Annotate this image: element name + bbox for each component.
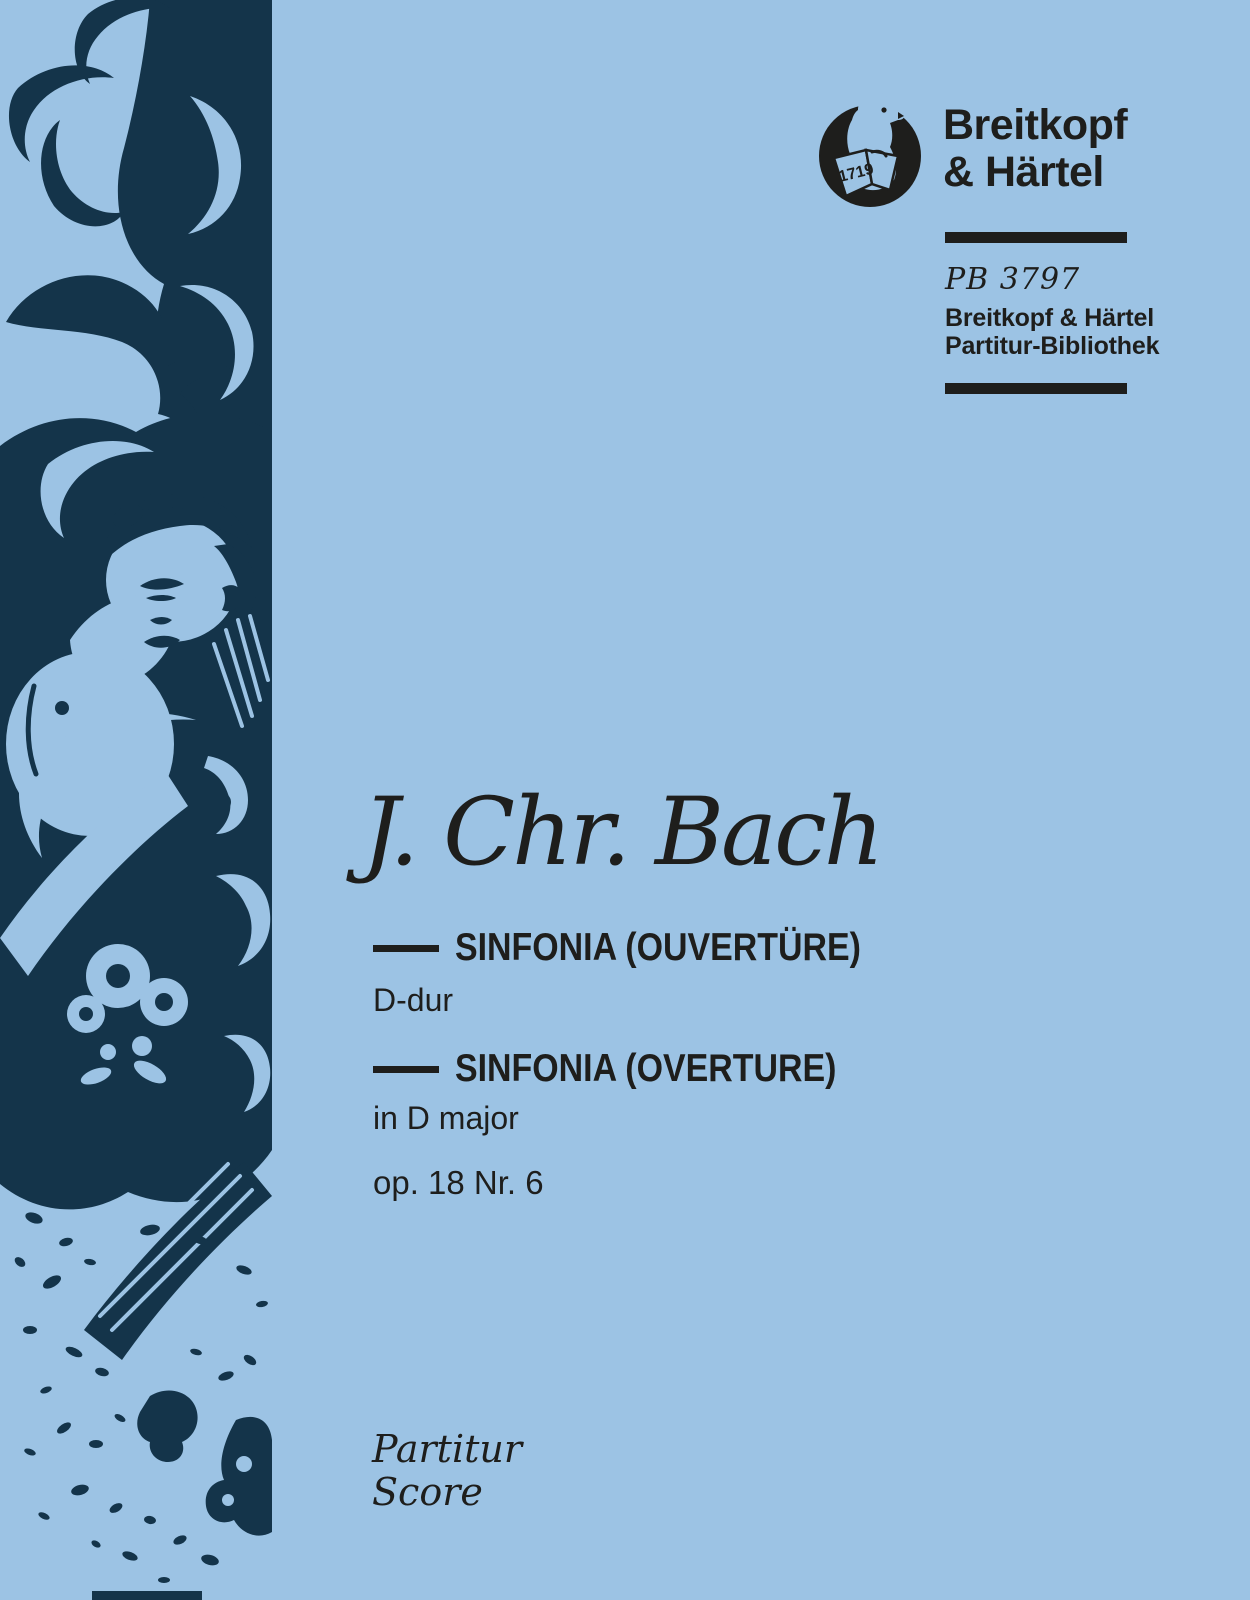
work-title-english: SINFONIA (OVERTURE) bbox=[455, 1047, 837, 1090]
work-title-german: SINFONIA (OUVERTÜRE) bbox=[455, 926, 861, 969]
catalog-number: PB 3797 bbox=[945, 262, 1081, 297]
svg-text:1719: 1719 bbox=[836, 160, 876, 186]
title-dash-en bbox=[373, 1066, 439, 1073]
bear-logo-icon bbox=[814, 90, 926, 212]
title-dash-de bbox=[373, 945, 439, 952]
logo-wordmark-line2: & Härtel bbox=[943, 148, 1104, 196]
catalog-block bbox=[945, 232, 1160, 394]
catalog-bottom-rule bbox=[945, 383, 1127, 394]
work-key-german: D-dur bbox=[373, 982, 454, 1018]
composer-name: J. Chr. Bach bbox=[362, 778, 882, 887]
logo-wordmark-line1: Breitkopf bbox=[943, 101, 1128, 149]
work-key-english: in D major bbox=[373, 1100, 519, 1136]
title-row-english bbox=[373, 1046, 893, 1092]
logo-wordmark bbox=[943, 102, 1127, 196]
opus-number: op. 18 Nr. 6 bbox=[373, 1164, 544, 1201]
ornament-band bbox=[0, 0, 272, 1600]
edition-partitur: Partitur bbox=[372, 1427, 523, 1471]
series-library: Partitur-Bibliothek bbox=[945, 332, 1160, 360]
series-publisher: Breitkopf & Härtel bbox=[945, 304, 1154, 332]
edition-type-block bbox=[372, 1428, 522, 1514]
title-row-german bbox=[373, 925, 922, 971]
edition-score: Score bbox=[372, 1470, 483, 1514]
catalog-top-rule bbox=[945, 232, 1127, 243]
